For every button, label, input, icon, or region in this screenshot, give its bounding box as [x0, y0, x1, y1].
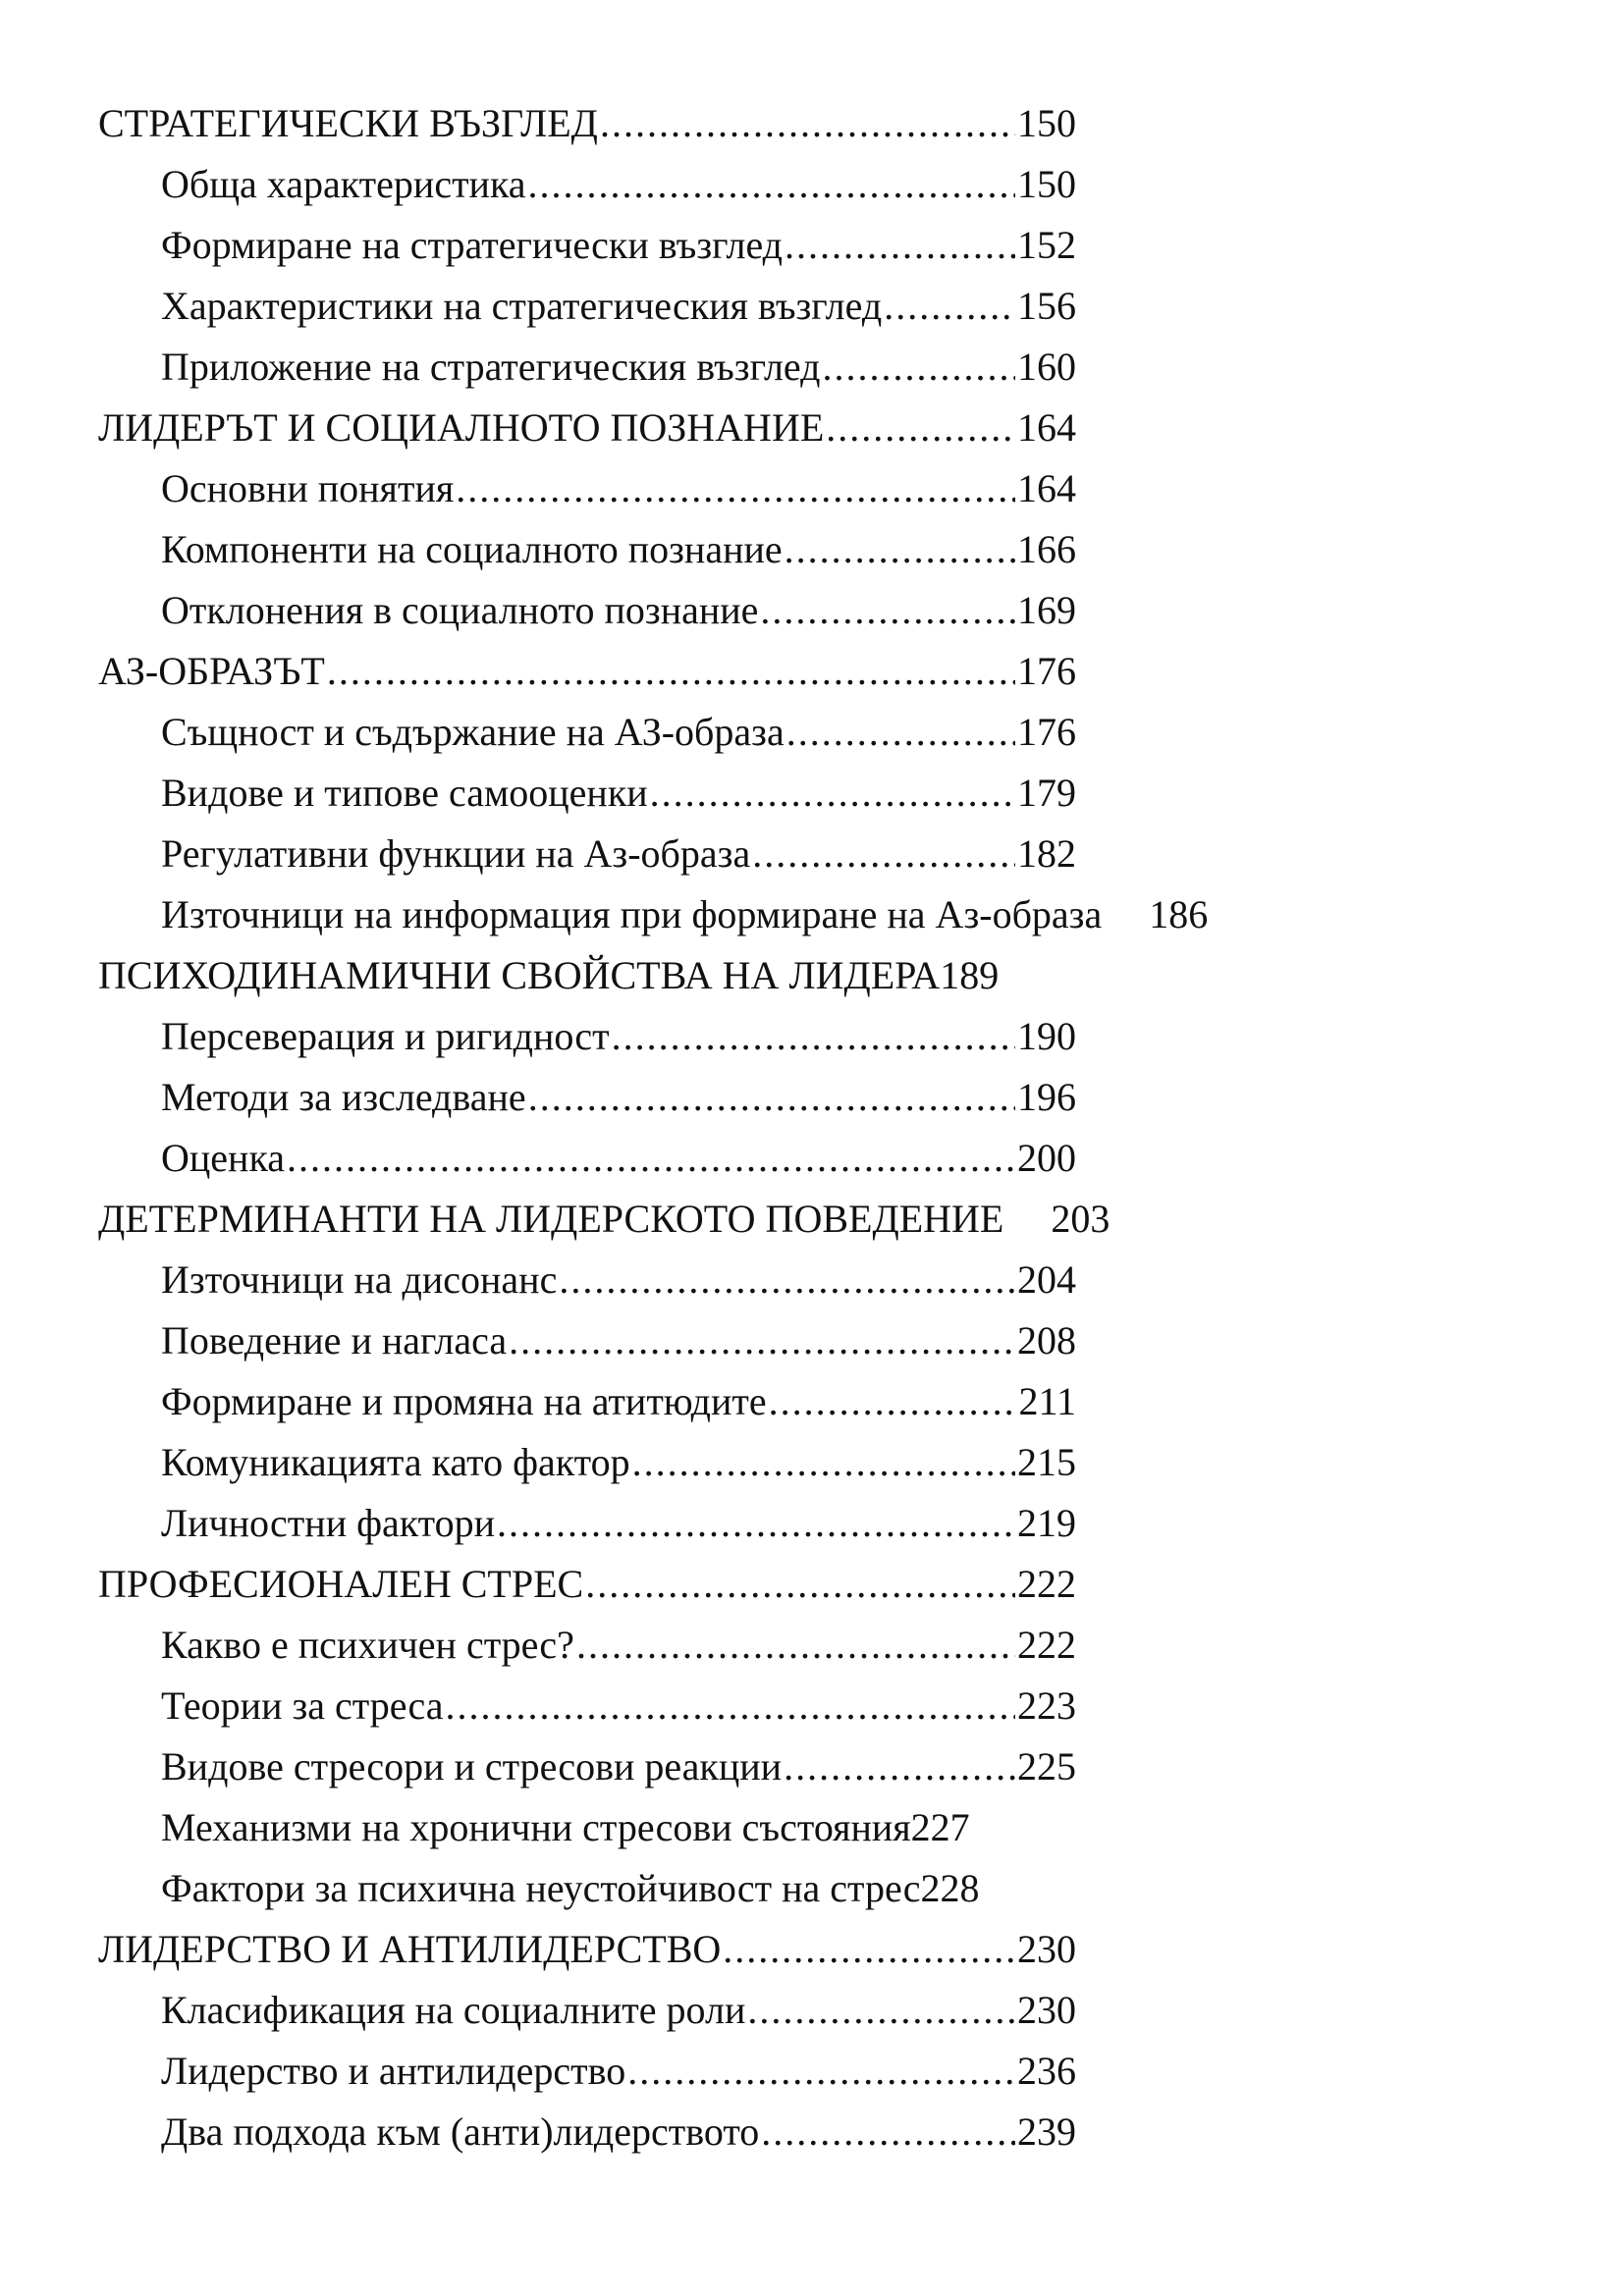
toc-section-entry[interactable]: [98, 1310, 1473, 1371]
toc-page-number: 211: [1018, 1379, 1076, 1423]
dot-leader: [287, 1128, 1015, 1189]
toc-entry-title: Характеристики на стратегическия възглед: [161, 284, 883, 328]
toc-entry-title: ДЕТЕРМИНАНТИ НА ЛИДЕРСКОТО ПОВЕДЕНИЕ: [98, 1197, 1004, 1241]
toc-section-entry[interactable]: [98, 1676, 1473, 1736]
toc-entry-line: [161, 1250, 1076, 1310]
toc-entry-line: [161, 824, 1076, 884]
dot-leader: [752, 824, 1015, 884]
dot-leader: [784, 1736, 1015, 1797]
toc-entry-title: ЛИДЕРЪТ И СОЦИАЛНОТО ПОЗНАНИЕ: [98, 405, 825, 450]
toc-page-number: 239: [1017, 2109, 1076, 2154]
toc-entry-line: [98, 398, 1076, 458]
toc-section-entry[interactable]: [98, 580, 1473, 641]
toc-entry-title: Отклонения в социалното познание: [161, 588, 759, 632]
toc-entry-line: [161, 215, 1076, 276]
toc-page-number: 230: [1017, 1927, 1076, 1971]
toc-page-number: 196: [1017, 1075, 1076, 1119]
toc-entry-title: Същност и съдържание на АЗ-образа: [161, 710, 785, 754]
toc-page-number: 160: [1017, 345, 1076, 389]
toc-section-entry[interactable]: [98, 1432, 1473, 1493]
toc-entry-title: Обща характеристика: [161, 162, 526, 206]
toc-entry-title: Формиране на стратегически възглед: [161, 223, 784, 267]
toc-entry-title: Теории за стреса: [161, 1683, 444, 1728]
toc-page-number: 156: [1017, 284, 1076, 328]
toc-entry-line: [161, 702, 1076, 763]
toc-section-entry[interactable]: [98, 702, 1473, 763]
toc-entry-title: Два подхода към (анти)лидерството: [161, 2109, 760, 2154]
toc-page-number: 186: [1149, 892, 1209, 936]
toc-page-number: 222: [1017, 1623, 1076, 1667]
toc-entry-line: [161, 519, 1076, 580]
dot-leader: [632, 1432, 1015, 1493]
toc-section-entry[interactable]: [98, 1615, 1473, 1676]
toc-page-number: 204: [1017, 1257, 1076, 1302]
toc-page-number: 190: [1017, 1014, 1076, 1058]
dot-leader: [509, 1310, 1015, 1371]
toc-chapter-entry[interactable]: [98, 945, 1473, 1006]
toc-entry-title: Видове и типове самооценки: [161, 771, 648, 815]
toc-page-number: 176: [1017, 710, 1076, 754]
toc-section-entry[interactable]: [98, 215, 1473, 276]
toc-section-entry[interactable]: [98, 1980, 1473, 2041]
toc-entry-title: Източници на дисонанс: [161, 1257, 558, 1302]
toc-entry-line: [161, 1615, 1076, 1676]
toc-page-number: 236: [1017, 2049, 1076, 2093]
dot-leader: [760, 580, 1015, 641]
table-of-contents: [98, 93, 1473, 2163]
toc-entry-title: Приложение на стратегическия възглед: [161, 345, 821, 389]
dot-leader: [627, 2041, 1015, 2102]
toc-page-number: 182: [1017, 831, 1076, 876]
toc-entry-title: Компоненти на социалното познание: [161, 527, 783, 571]
toc-entry-line: [161, 1736, 1076, 1797]
dot-leader: [822, 337, 1015, 398]
toc-entry-title: Лидерство и антилидерство: [161, 2049, 626, 2093]
toc-entry-line: [161, 1128, 1076, 1189]
dot-leader: [650, 763, 1015, 824]
toc-chapter-entry[interactable]: [98, 1189, 1473, 1250]
toc-entry-title: Оценка: [161, 1136, 286, 1180]
toc-section-entry[interactable]: [98, 1371, 1473, 1432]
toc-entry-line: [161, 2041, 1076, 2102]
toc-page-number: 150: [1017, 162, 1076, 206]
toc-page-number: 208: [1017, 1318, 1076, 1362]
toc-entry-title: Личностни фактори: [161, 1501, 496, 1545]
toc-entry-line: [161, 1493, 1076, 1554]
dot-leader: [576, 1615, 1015, 1676]
toc-page-number: 223: [1017, 1683, 1076, 1728]
toc-entry-line: [161, 580, 1076, 641]
dot-leader: [585, 1554, 1015, 1615]
toc-entry-line: [161, 1310, 1076, 1371]
toc-page-number: 169: [1017, 588, 1076, 632]
toc-page-number: 225: [1017, 1744, 1076, 1789]
toc-chapter-entry[interactable]: [98, 1919, 1473, 1980]
toc-section-entry[interactable]: [98, 1067, 1473, 1128]
toc-entry-title: Източници на информация при формиране на Аз-образа: [161, 892, 1103, 936]
toc-entry-line: [161, 2102, 1076, 2163]
dot-leader: [528, 1067, 1015, 1128]
toc-entry-title: ЛИДЕРСТВО И АНТИЛИДЕРСТВО: [98, 1927, 722, 1971]
toc-section-entry[interactable]: [98, 1128, 1473, 1189]
toc-entry-title: АЗ-ОБРАЗЪТ: [98, 649, 325, 693]
toc-entry-title: Формиране и промяна на атитюдите: [161, 1379, 767, 1423]
dot-leader: [723, 1919, 1015, 1980]
toc-chapter-entry[interactable]: [98, 398, 1473, 458]
toc-entry-title: Какво е психичен стрес?: [161, 1623, 574, 1667]
dot-leader: [559, 1250, 1015, 1310]
toc-section-entry[interactable]: [98, 154, 1473, 215]
toc-page-number: 222: [1017, 1562, 1076, 1606]
toc-section-entry[interactable]: [98, 763, 1473, 824]
dot-leader: [456, 458, 1015, 519]
toc-entry-title: Персеверация и ригидност: [161, 1014, 610, 1058]
toc-section-entry[interactable]: [98, 2102, 1473, 2163]
toc-page-number: 166: [1017, 527, 1076, 571]
toc-section-entry[interactable]: [98, 1250, 1473, 1310]
toc-section-entry[interactable]: [98, 2041, 1473, 2102]
toc-page-number: 176: [1017, 649, 1076, 693]
toc-section-entry[interactable]: [98, 458, 1473, 519]
toc-page-number: 200: [1017, 1136, 1076, 1180]
dot-leader: [612, 1006, 1015, 1067]
toc-entry-line: [161, 154, 1076, 215]
toc-section-entry[interactable]: [98, 519, 1473, 580]
toc-entry-title: Основни понятия: [161, 466, 455, 510]
toc-page-number: 219: [1017, 1501, 1076, 1545]
dot-leader: [769, 1371, 1017, 1432]
toc-entry-title: Поведение и нагласа: [161, 1318, 508, 1362]
toc-entry-line: [161, 1371, 1076, 1432]
toc-entry-title: СТРАТЕГИЧЕСКИ ВЪЗГЛЕД: [98, 101, 598, 145]
toc-entry-line: [98, 93, 1076, 154]
toc-section-entry[interactable]: [98, 276, 1473, 337]
toc-section-entry[interactable]: [98, 1493, 1473, 1554]
toc-section-entry[interactable]: [98, 1797, 1473, 1858]
toc-page-number: 150: [1017, 101, 1076, 145]
toc-section-entry[interactable]: [98, 1736, 1473, 1797]
toc-entry-title: Регулативни функции на Аз-образа: [161, 831, 751, 876]
dot-leader: [785, 215, 1015, 276]
toc-chapter-entry[interactable]: [98, 93, 1473, 154]
dot-leader: [747, 1980, 1015, 2041]
toc-page-number: 203: [1051, 1197, 1110, 1241]
toc-entry-title: Видове стресори и стресови реакции: [161, 1744, 783, 1789]
toc-entry-title: Класификация на социалните роли: [161, 1988, 746, 2032]
toc-page-number: 152: [1017, 223, 1076, 267]
toc-page-number: 189: [940, 953, 1000, 997]
dot-leader: [785, 519, 1015, 580]
dot-leader: [786, 702, 1015, 763]
toc-page-number: 164: [1017, 405, 1076, 450]
toc-entry-line: [98, 641, 1076, 702]
toc-page-number: 230: [1017, 1988, 1076, 2032]
toc-entry-line: [161, 1067, 1076, 1128]
toc-entry-title: Фактори за психична неустойчивост на стрес: [161, 1866, 921, 1910]
toc-page-number: 164: [1017, 466, 1076, 510]
toc-entry-line: [161, 458, 1076, 519]
dot-leader: [761, 2102, 1015, 2163]
toc-section-entry[interactable]: [98, 884, 1473, 945]
toc-entry-line: [98, 1919, 1076, 1980]
toc-entry-line: [161, 1676, 1076, 1736]
dot-leader: [497, 1493, 1015, 1554]
toc-entry-line: [161, 1432, 1076, 1493]
dot-leader: [528, 154, 1015, 215]
toc-section-entry[interactable]: [98, 1858, 1473, 1919]
toc-entry-title: Комуникацията като фактор: [161, 1440, 630, 1484]
toc-entry-title: ПСИХОДИНАМИЧНИ СВОЙСТВА НА ЛИДЕРА: [98, 953, 941, 997]
toc-entry-line: [161, 1006, 1076, 1067]
toc-page-number: 215: [1017, 1440, 1076, 1484]
toc-page-number: 227: [910, 1805, 970, 1849]
toc-chapter-entry[interactable]: [98, 1554, 1473, 1615]
toc-chapter-entry[interactable]: [98, 641, 1473, 702]
toc-section-entry[interactable]: [98, 824, 1473, 884]
toc-entry-line: [161, 763, 1076, 824]
dot-leader: [446, 1676, 1016, 1736]
toc-entry-title: Методи за изследване: [161, 1075, 526, 1119]
toc-section-entry[interactable]: [98, 1006, 1473, 1067]
dot-leader: [600, 93, 1015, 154]
toc-entry-line: [98, 1554, 1076, 1615]
toc-entry-title: Механизми на хронични стресови състояния: [161, 1805, 911, 1849]
dot-leader: [884, 276, 1015, 337]
toc-entry-line: [161, 276, 1076, 337]
toc-entry-title: ПРОФЕСИОНАЛЕН СТРЕС: [98, 1562, 584, 1606]
toc-entry-line: [161, 337, 1076, 398]
toc-page-number: 228: [920, 1866, 980, 1910]
toc-entry-line: [161, 1980, 1076, 2041]
toc-section-entry[interactable]: [98, 337, 1473, 398]
dot-leader: [826, 398, 1015, 458]
dot-leader: [327, 641, 1015, 702]
toc-page-number: 179: [1017, 771, 1076, 815]
